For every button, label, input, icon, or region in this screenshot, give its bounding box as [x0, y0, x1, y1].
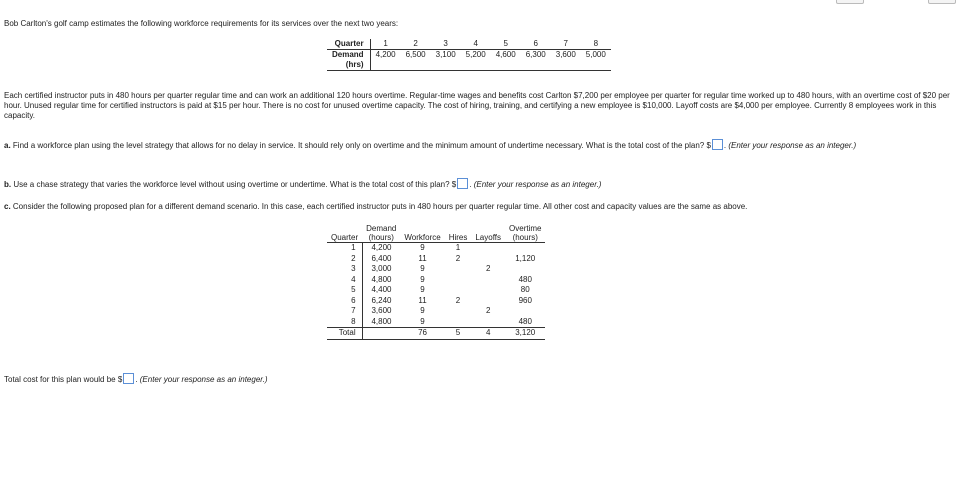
demand-cell: 5,200 — [461, 50, 491, 71]
cell-workforce: 9 — [420, 264, 425, 273]
header-overtime-l1: Overtime — [509, 224, 542, 233]
cell-overtime — [505, 306, 545, 317]
cell-hires: 1 — [455, 243, 461, 252]
cell-total-overtime: 3,120 — [505, 328, 545, 340]
top-toolbar — [0, 0, 968, 3]
question-a: a. Find a workforce plan using the level strategy that allows for no delay in service. It should rely only on overtime and the minimum amount of undertime necessary. What is the total cost of the plan? $ . (Enter your response as an integer.) — [4, 141, 857, 150]
cell-layoffs — [471, 285, 505, 296]
cell-workforce: 11 — [418, 253, 427, 263]
answer-a-input[interactable] — [712, 139, 723, 150]
cell-quarter: 4 — [327, 275, 362, 286]
cell-hires — [445, 264, 472, 275]
cell-overtime: 1,120 — [515, 253, 536, 263]
minimize-button[interactable] — [836, 0, 864, 4]
question-b-hint: (Enter your response as an integer.) — [473, 180, 602, 189]
demand-header-label: Demand — [332, 50, 364, 59]
cell-hires — [445, 285, 472, 296]
table-row — [327, 306, 545, 317]
cell-workforce: 9 — [420, 285, 425, 294]
header-demand — [362, 224, 400, 243]
cell-overtime: 80 — [520, 285, 530, 294]
demand-table-demand-header — [327, 50, 370, 71]
question-a-label: a. — [4, 141, 11, 150]
header-demand-l1: Demand — [366, 224, 397, 233]
cell-quarter: 3 — [327, 264, 362, 275]
total-cost-text: Total cost for this plan would be $ — [4, 375, 123, 384]
demand-header-unit: (hrs) — [345, 60, 364, 69]
table-row — [327, 275, 545, 286]
cell-overtime: 960 — [518, 295, 532, 305]
cell-overtime — [505, 243, 545, 254]
answer-b-input[interactable] — [457, 178, 468, 189]
cell-total-workforce: 76 — [400, 328, 444, 340]
table-row — [327, 264, 545, 275]
cell-layoffs: 2 — [485, 264, 491, 273]
cell-demand: 4,200 — [371, 243, 392, 252]
cell-quarter: 2 — [327, 254, 362, 265]
cell-quarter: 8 — [327, 317, 362, 328]
question-a-text: Find a workforce plan using the level strategy that allows for no delay in service. It should rely only on overtime and the minimum amount of undertime necessary. What is the total cost of the plan? $ — [12, 141, 711, 150]
cell-layoffs — [471, 275, 505, 286]
cell-overtime: 480 — [518, 274, 532, 284]
cell-hires — [445, 317, 472, 328]
demand-table-quarter-header: Quarter — [327, 39, 370, 50]
table-row — [327, 254, 545, 265]
cell-workforce: 11 — [418, 295, 427, 305]
cell-demand: 4,800 — [371, 316, 392, 326]
total-cost-question: Total cost for this plan would be $ . (Enter your response as an integer.) — [4, 375, 268, 384]
quarter-cell: 1 — [370, 39, 401, 50]
table-row — [327, 317, 545, 328]
quarter-cell: 5 — [491, 39, 521, 50]
question-b-label: b. — [4, 180, 12, 189]
demand-cell: 3,100 — [431, 50, 461, 71]
total-cost-input[interactable] — [123, 373, 134, 384]
cell-demand: 6,400 — [371, 253, 392, 263]
cell-total-label: Total — [327, 328, 362, 340]
cell-workforce: 9 — [420, 274, 425, 284]
cell-quarter: 7 — [327, 306, 362, 317]
cell-workforce: 9 — [420, 306, 425, 315]
header-workforce: Workforce — [400, 224, 444, 243]
plan-table — [327, 224, 545, 340]
expand-button[interactable] — [928, 0, 956, 4]
cell-hires: 2 — [455, 253, 461, 263]
cell-quarter: 6 — [327, 296, 362, 307]
cell-overtime — [505, 264, 545, 275]
table-row — [327, 285, 545, 296]
cell-layoffs — [471, 317, 505, 328]
demand-cell: 3,600 — [551, 50, 581, 71]
cell-total-hires: 5 — [445, 328, 472, 340]
cell-hires — [445, 306, 472, 317]
quarter-cell: 3 — [431, 39, 461, 50]
cell-demand: 4,400 — [371, 285, 392, 294]
question-c — [4, 202, 747, 212]
quarter-cell: 4 — [461, 39, 491, 50]
cell-total-demand — [362, 328, 400, 340]
demand-cell: 4,600 — [491, 50, 521, 71]
cell-layoffs — [471, 296, 505, 307]
total-cost-hint: (Enter your response as an integer.) — [139, 375, 268, 384]
cell-hires: 2 — [455, 295, 461, 305]
header-overtime — [505, 224, 545, 243]
cell-demand: 3,600 — [371, 306, 392, 315]
demand-table — [327, 39, 611, 71]
cell-hires — [445, 275, 472, 286]
demand-cell: 5,000 — [581, 50, 611, 71]
total-row — [327, 328, 545, 340]
cell-workforce: 9 — [420, 316, 425, 326]
intro-text: Bob Carlton's golf camp estimates the following workforce requirements for its services over the next two years: — [4, 19, 399, 28]
cell-quarter: 5 — [327, 285, 362, 296]
table-row — [327, 296, 545, 307]
info-paragraph: Each certified instructor puts in 480 hours per quarter regular time and can work an additional 120 hours overtime. Regular-time wages and benefits cost Carlton $7,200 per employee per quarter for regular time worked up to 480 hours, with an overtime cost of $20 per hour. Unused regular time for certified instructors is paid at $15 per hour. There is no cost for unused overtime capacity. The cost of hiring, training, and certifying a new employee is $10,000. Layoff costs are $4,000 per employee. Currently 8 employees work in this capacity. — [4, 91, 950, 120]
table-row — [327, 243, 545, 254]
cell-layoffs: 2 — [485, 306, 491, 315]
quarter-cell: 2 — [401, 39, 431, 50]
cell-overtime: 480 — [518, 316, 532, 326]
cell-quarter: 1 — [327, 243, 362, 254]
cell-demand: 4,800 — [371, 274, 392, 284]
question-c-label: c. — [4, 202, 11, 211]
quarter-cell: 8 — [581, 39, 611, 50]
question-b-text: Use a chase strategy that varies the workforce level without using overtime or undertime. What is the total cost of this plan? $ — [13, 180, 457, 189]
header-demand-l2: (hours) — [368, 233, 394, 242]
header-overtime-l2: (hours) — [512, 233, 538, 242]
cell-demand: 6,240 — [371, 295, 392, 305]
cell-workforce: 9 — [420, 243, 425, 252]
question-c-text: Consider the following proposed plan for a different demand scenario. In this case, each certified instructor puts in 480 hours per quarter regular time. All other cost and capacity values are the same as above. — [12, 202, 748, 211]
cell-total-layoffs: 4 — [471, 328, 505, 340]
quarter-cell: 7 — [551, 39, 581, 50]
demand-cell: 6,500 — [401, 50, 431, 71]
header-quarter: Quarter — [327, 224, 362, 243]
header-hires: Hires — [445, 224, 472, 243]
header-layoffs: Layoffs — [471, 224, 505, 243]
demand-cell: 6,300 — [521, 50, 551, 71]
cell-layoffs — [471, 243, 505, 254]
question-b: b. Use a chase strategy that varies the workforce level without using overtime or undertime. What is the total cost of this plan? $ . (Enter your response as an integer.) — [4, 180, 602, 189]
demand-cell: 4,200 — [370, 50, 401, 71]
question-a-hint: (Enter your response as an integer.) — [728, 141, 857, 150]
quarter-cell: 6 — [521, 39, 551, 50]
cell-layoffs — [471, 254, 505, 265]
cell-demand: 3,000 — [371, 264, 392, 273]
